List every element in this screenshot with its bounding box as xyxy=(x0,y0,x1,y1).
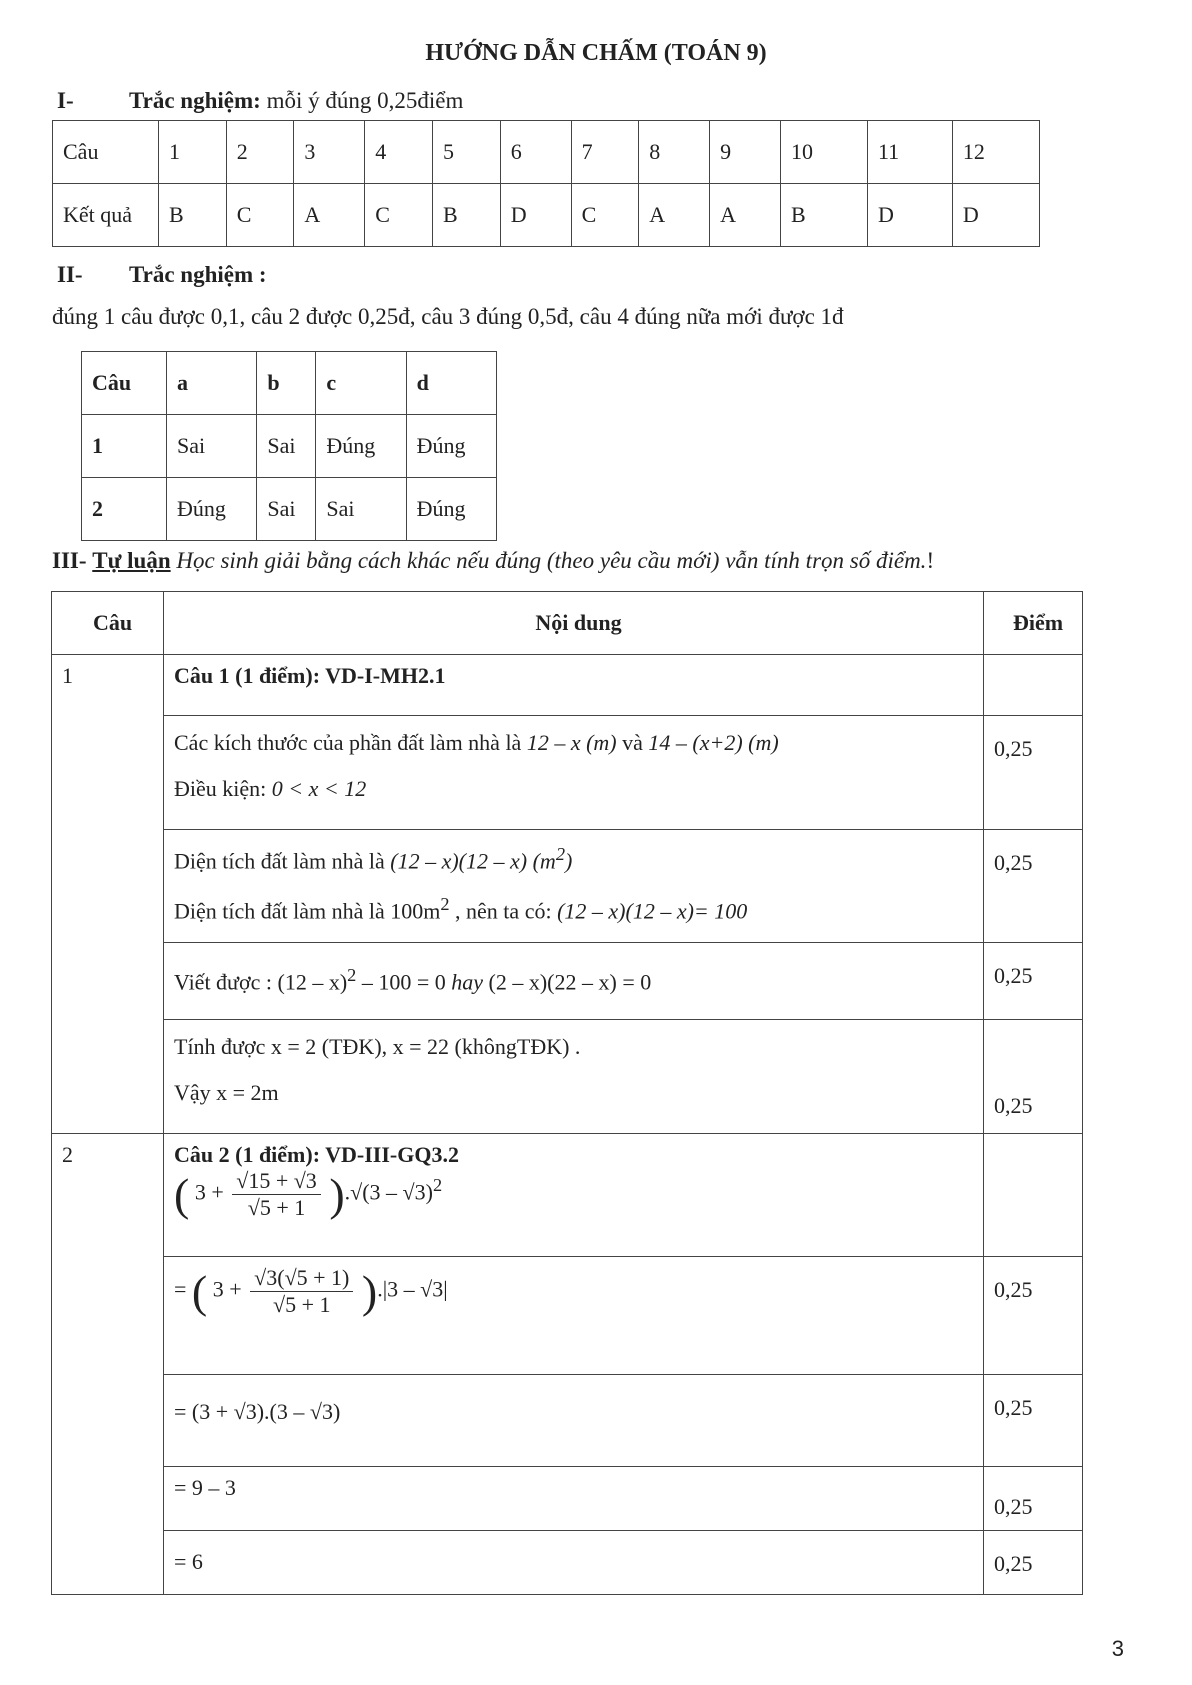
section-1-note: mỗi ý đúng 0,25điểm xyxy=(266,88,464,113)
fraction xyxy=(250,1265,353,1318)
paren: ) xyxy=(329,1169,345,1220)
expression-line: = 9 – 3 xyxy=(174,1475,236,1500)
section-3-number: III- xyxy=(52,548,87,573)
answer-cell: A xyxy=(710,184,781,247)
section-1-heading xyxy=(57,88,463,114)
section-2-note: đúng 1 câu được 0,1, câu 2 được 0,25đ, câu 3 đúng 0,5đ, câu 4 đúng nữa mới được 1đ xyxy=(52,304,844,329)
math-text: 12 – x (m) xyxy=(526,730,617,755)
question-cell: 5 xyxy=(432,121,500,184)
true-false-answer-table xyxy=(81,351,497,541)
math-text: (12 – x)(12 – x)= 100 xyxy=(557,898,748,924)
text: Các kích thước của phần đất làm nhà là xyxy=(174,730,527,755)
header-cell: a xyxy=(167,352,257,415)
answer-cell: Đúng xyxy=(406,415,496,478)
expression-line: = (3 + √3).(3 – √3) xyxy=(174,1399,341,1424)
answer-cell: Đúng xyxy=(406,478,496,541)
math-text: (2 – x)(22 – x) = 0 xyxy=(483,969,652,995)
math-text: 3 + xyxy=(194,1179,224,1205)
math-text: 0 < x < 12 xyxy=(271,776,367,801)
math-text: ) xyxy=(565,848,573,874)
content-cell xyxy=(164,1257,984,1375)
header-cell: d xyxy=(406,352,496,415)
denominator: √5 + 1 xyxy=(247,1195,306,1220)
answer-cell: B xyxy=(432,184,500,247)
math-text: Viết được : (12 – x) xyxy=(174,969,348,995)
content-cell xyxy=(164,830,984,943)
question-cell: 7 xyxy=(571,121,639,184)
answer-cell: Đúng xyxy=(316,415,406,478)
question-cell: 1 xyxy=(159,121,227,184)
row-number-cell: 1 xyxy=(82,415,167,478)
answer-cell: D xyxy=(500,184,571,247)
section-3-title: Tự luận xyxy=(92,548,171,573)
expression-line xyxy=(174,1265,973,1318)
answer-cell: A xyxy=(639,184,710,247)
question-heading: Câu 2 (1 điểm): VD-III-GQ3.2 xyxy=(174,1142,459,1167)
answer-cell: B xyxy=(781,184,868,247)
question-heading: Câu 1 (1 điểm): VD-I-MH2.1 xyxy=(164,655,984,716)
header-cell: Câu xyxy=(53,121,159,184)
content-cell xyxy=(164,1531,984,1595)
math-text: 3 + xyxy=(212,1276,242,1302)
content-line: Vậy x = 2m xyxy=(174,1080,279,1105)
superscript: 2 xyxy=(440,894,450,915)
expression-line xyxy=(174,1168,973,1221)
question-cell: 4 xyxy=(365,121,433,184)
answer-cell: D xyxy=(952,184,1039,247)
math-text: (12 – x)(12 – x) (m xyxy=(390,848,556,874)
answer-cell: Sai xyxy=(257,415,316,478)
content-line xyxy=(174,965,973,995)
score-cell: 0,25 xyxy=(984,1020,1083,1134)
answer-cell: C xyxy=(365,184,433,247)
score-cell xyxy=(984,1134,1083,1257)
expression-line: = 6 xyxy=(174,1549,203,1574)
text: Điều kiện: xyxy=(174,776,272,801)
content-line xyxy=(174,894,973,924)
answer-cell: Sai xyxy=(257,478,316,541)
score-cell: 0,25 xyxy=(984,1375,1083,1467)
score-cell: 0,25 xyxy=(984,830,1083,943)
question-cell: 11 xyxy=(868,121,953,184)
math-text: .|3 – √3| xyxy=(377,1276,448,1302)
section-1-title: Trắc nghiệm: xyxy=(129,88,261,113)
answer-cell: Đúng xyxy=(167,478,257,541)
score-cell xyxy=(984,655,1083,716)
header-cell: Câu xyxy=(52,592,164,655)
header-cell: b xyxy=(257,352,316,415)
score-cell: 0,25 xyxy=(984,1467,1083,1531)
denominator: √5 + 1 xyxy=(273,1292,331,1317)
section-1-number: I- xyxy=(57,88,74,113)
question-cell: 8 xyxy=(639,121,710,184)
answer-cell: Sai xyxy=(316,478,406,541)
question-cell: 12 xyxy=(952,121,1039,184)
math-text: = xyxy=(174,1276,187,1302)
score-cell: 0,25 xyxy=(984,1531,1083,1595)
question-number-cell: 1 xyxy=(52,655,164,1134)
question-cell: 10 xyxy=(781,121,868,184)
section-2-heading xyxy=(57,262,267,288)
math-text: .√(3 – √3) xyxy=(344,1179,433,1205)
section-2-number: II- xyxy=(57,262,83,287)
header-cell: c xyxy=(316,352,406,415)
question-cell: 9 xyxy=(710,121,781,184)
text: hay xyxy=(451,969,484,995)
answer-cell: C xyxy=(226,184,294,247)
superscript: 2 xyxy=(432,1175,443,1196)
content-cell xyxy=(164,1020,984,1134)
section-2-title: Trắc nghiệm : xyxy=(129,262,267,287)
header-cell: Điểm xyxy=(984,592,1083,655)
text: Diện tích đất làm nhà là 100m xyxy=(174,898,441,924)
content-cell xyxy=(164,1467,984,1531)
section-3-heading xyxy=(52,548,934,574)
numerator: √3(√5 + 1) xyxy=(250,1265,353,1292)
answer-cell: A xyxy=(294,184,365,247)
text: và xyxy=(616,730,649,755)
superscript: 2 xyxy=(555,844,565,864)
content-line xyxy=(174,730,973,756)
question-cell: 2 xyxy=(226,121,294,184)
result-label-cell: Kết quả xyxy=(53,184,159,247)
page-number: 3 xyxy=(1111,1636,1124,1661)
text: Diện tích đất làm nhà là xyxy=(174,848,391,874)
answer-cell: B xyxy=(159,184,227,247)
question-cell: 3 xyxy=(294,121,365,184)
numerator: √15 + √3 xyxy=(232,1168,321,1195)
page-title: HƯỚNG DẪN CHẤM (TOÁN 9) xyxy=(425,40,767,66)
content-cell xyxy=(164,1375,984,1467)
content-line xyxy=(174,844,973,874)
text: , nên ta có: xyxy=(449,898,558,924)
paren: ( xyxy=(191,1266,208,1317)
paren: ) xyxy=(361,1266,378,1317)
fraction xyxy=(232,1168,321,1221)
section-3-note: Học sinh giải bằng cách khác nếu đúng (theo yêu cầu mới) vẫn tính trọn số điểm. xyxy=(176,548,927,573)
question-cell: 6 xyxy=(500,121,571,184)
paren: ( xyxy=(174,1169,190,1220)
score-cell: 0,25 xyxy=(984,1257,1083,1375)
row-number-cell: 2 xyxy=(82,478,167,541)
content-cell xyxy=(164,1134,984,1257)
section-3-note-end: ! xyxy=(926,548,935,573)
score-cell: 0,25 xyxy=(984,716,1083,830)
answer-cell: C xyxy=(571,184,639,247)
answer-cell: D xyxy=(868,184,953,247)
header-cell: Câu xyxy=(82,352,167,415)
math-text: – 100 = 0 xyxy=(356,969,452,995)
multiple-choice-answer-table xyxy=(52,120,1040,247)
content-line: Tính được x = 2 (TĐK), x = 22 (khôngTĐK) . xyxy=(174,1034,581,1059)
score-cell: 0,25 xyxy=(984,943,1083,1020)
content-line xyxy=(174,776,973,802)
question-number-cell: 2 xyxy=(52,1134,164,1595)
essay-grading-table xyxy=(51,591,1083,1595)
header-cell: Nội dung xyxy=(164,592,984,655)
superscript: 2 xyxy=(347,965,357,985)
content-cell xyxy=(164,943,984,1020)
answer-cell: Sai xyxy=(167,415,257,478)
math-text: 14 – (x+2) (m) xyxy=(648,730,779,755)
content-cell xyxy=(164,716,984,830)
